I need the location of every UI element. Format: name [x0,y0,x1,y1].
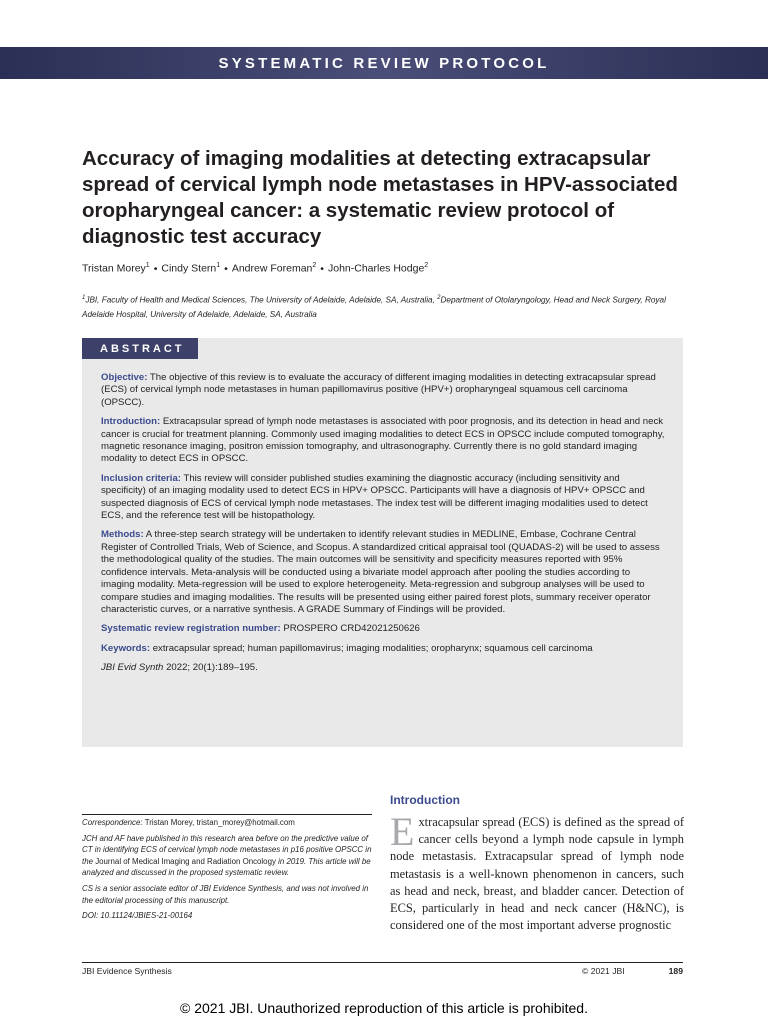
abstract-text: PROSPERO CRD42021250626 [283,623,420,635]
abstract-inclusion [101,473,665,523]
abstract-text: A three-step search strategy will be undertaken to identify relevant studies in MEDLINE, Embase, Cochrane Central Register of Controlled Trials, Web of Science, and Scopus. A standardized critical appraisal tool (QUADAS-2) will be used to assess the methodological quality of the studies. The main outcomes will be sensitivity and specificity measures reported with 95% confidence intervals. Meta-analysis will be conducted using a bivariate model approach after pooling the studies according to imaging modality. Meta-regression will be used to explore heterogeneity. Meta-regression and subgroup analyses will be used to compare studies and imaging modalities. The results will be presented using either paired forest plots, summary receiver operator characteristic curves, or a narrative synthesis. A GRADE Summary of Findings will be provided. [101,529,660,615]
introduction-text: xtracapsular spread (ECS) is defined as the spread of cancer cells beyond a lymph node capsule in lymph node metastasis. Extracapsular spread of lymph node metastasis is a well-known phenomenon in cancers, such as head and neck, breast, and bladder cancer. Detection of ECS, particularly in head and neck cancer (H&NC), is considered one of the most important adverse prognostic [390,815,684,933]
note-text: in 2019. This article will be analyzed and discussed in the proposed systematic review. [82,856,371,878]
note-text: JCH and AF have published in this research area before on the predictive value of CT in identifying ECS of cervical lymph node metastases in p16 positive OPSCC in the [82,833,372,866]
abstract-label: ABSTRACT [82,338,198,359]
page-number: 189 [668,966,683,976]
author-separator: • [153,262,158,275]
abstract-text: Extracapsular spread of lymph node metastases is associated with poor prognosis, and its detection in head and neck cancer is crucial for treatment planning. Commonly used imaging modalities to detect ECS in OPSCC include computed tomography, magnetic resonance imaging, positron emission tomography, and ultrasonography. Currently there is no gold standard imaging modality to detect ECS in OPSCC. [101,416,665,465]
abstract-content [101,372,665,682]
abstract-heading: Inclusion criteria: [101,472,181,484]
correspondence-note [82,817,372,829]
abstract-text: extracapsular spread; human papillomavirus; imaging modalities; oropharynx; squamous cell carcinoma [152,642,593,654]
abstract-heading: Methods: [101,529,144,541]
author-affil-sup: 1 [216,262,221,269]
affiliations [82,291,686,322]
abstract-introduction [101,416,665,466]
author-separator: • [224,262,228,275]
abstract-heading: Introduction: [101,416,161,428]
author-separator: • [320,262,324,275]
abstract-text: The objective of this review is to evaluate the accuracy of different imaging modalities in detecting extracapsular spread (ECS) of cervical lymph node metastases in human papillomavirus positive (HPV+) oropharyngeal squamous cell carcinoma (OPSCC). [101,372,656,408]
author-list [82,262,428,275]
abstract-objective [101,372,665,409]
abstract-methods [101,529,665,616]
doi: DOI: 10.11124/JBIES-21-00164 [82,911,193,921]
article-title: Accuracy of imaging modalities at detecting extracapsular spread of cervical lymph node metastases in HPV-associated oropharyngeal cancer: a systematic review protocol of diagnostic test accuracy [82,147,678,248]
affil-sup: 1 [82,295,86,301]
author-name: Cindy Stern [161,262,217,275]
abstract-text: This review will consider published studies examining the diagnostic accuracy (including sensitivity and specificity) of an imaging modality used to detect ECS in HPV+ OPSCC. Participants will have a diagnosis of HPV+ OPSCC and suspected diagnosis of ECS of cervical lymph node metastases. The index test will be different imaging modalities used to detect ECS, and the reference test will be histopathology. [101,472,648,522]
author-name: Andrew Foreman [231,262,313,275]
footnotes [82,814,372,926]
author-affil-sup: 2 [312,262,317,269]
abstract-heading: Objective: [101,372,148,383]
conflict-note [82,833,372,879]
author-affil-sup: 1 [145,262,150,269]
editor-note: CS is a senior associate editor of JBI Evidence Synthesis, and was not involved in the editorial processing of this manuscript. [82,883,369,905]
abstract-citation [101,662,665,674]
introduction-body [390,809,684,934]
article-type-banner [0,47,768,79]
affil-text: Department of Otolaryngology, Head and Neck Surgery, Royal Adelaide Hospital, University of Adelaide, Adelaide, SA, Australia [82,295,666,319]
affil-text: JBI, Faculty of Health and Medical Sciences, The University of Adelaide, Adelaide, SA, Australia, [85,295,435,305]
affil-sup: 2 [437,295,441,301]
section-heading-introduction: Introduction [390,793,460,807]
correspondence-text: Tristan Morey, tristan_morey@hotmail.com [144,818,295,827]
dropcap-letter: E [390,809,415,854]
abstract-heading: Keywords: [101,642,151,654]
abstract-keywords [101,643,665,655]
author-name: John-Charles Hodge [327,262,425,275]
citation-journal: JBI Evid Synth [101,662,164,674]
footer-journal: JBI Evidence Synthesis [82,966,172,976]
citation-details: 2022; 20(1):189–195. [166,662,258,674]
correspondence-label: Correspondence: [82,818,143,827]
author-affil-sup: 2 [424,262,429,269]
banner-label: SYSTEMATIC REVIEW PROTOCOL [218,54,550,72]
footer-copyright: © 2021 JBI [582,966,625,976]
page-footer [82,962,683,977]
abstract-registration [101,623,665,635]
note-journal: Journal of Medical Imaging and Radiation Oncology [95,856,276,866]
copyright-notice: © 2021 JBI. Unauthorized reproduction of this article is prohibited. [180,1000,588,1016]
author-name: Tristan Morey [82,262,146,275]
abstract-heading: Systematic review registration number: [101,623,281,635]
